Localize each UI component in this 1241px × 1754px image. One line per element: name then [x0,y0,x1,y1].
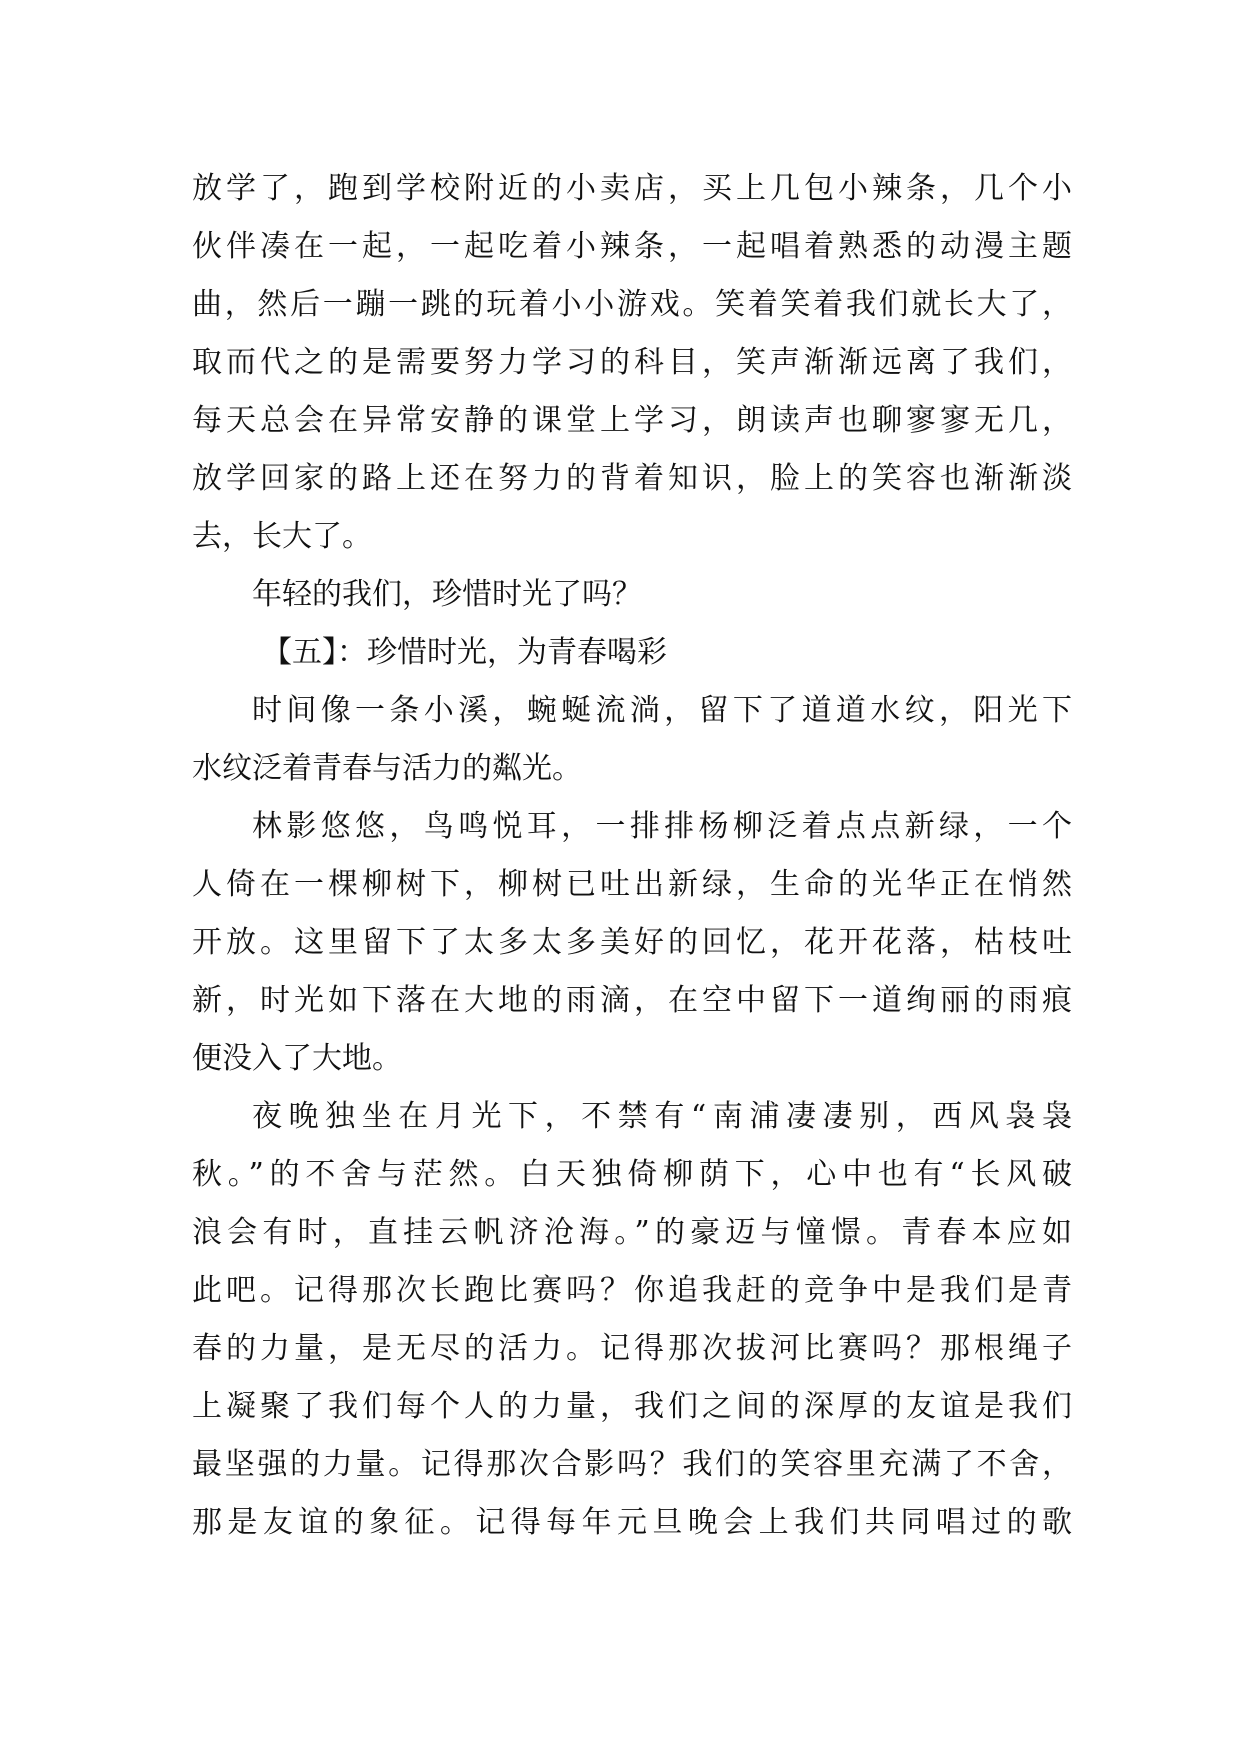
paragraph-line: 新，时光如下落在大地的雨滴，在空中留下一道绚丽的雨痕 [192,983,1072,1018]
paragraph-line: 人倚在一棵柳树下，柳树已吐出新绿，生命的光华正在悄然 [192,867,1072,902]
paragraph-line: 上凝聚了我们每个人的力量，我们之间的深厚的友谊是我们 [192,1389,1072,1424]
document-body [192,160,1072,1552]
paragraph-line: 年轻的我们，珍惜时光了吗？ [252,577,642,612]
paragraph-line: 便没入了大地。 [192,1041,402,1076]
paragraph-line: 秋。”的不舍与茫然。白天独倚柳荫下，心中也有“长风破 [192,1157,1072,1192]
paragraph-line: 去，长大了。 [192,519,372,554]
paragraph-line: 放学了，跑到学校附近的小卖店，买上几包小辣条，几个小 [192,171,1072,206]
paragraph-line: 此吧。记得那次长跑比赛吗？你追我赶的竞争中是我们是青 [192,1273,1072,1308]
paragraph-line: 开放。这里留下了太多太多美好的回忆，花开花落，枯枝吐 [192,925,1072,960]
paragraph-line: 春的力量，是无尽的活力。记得那次拔河比赛吗？那根绳子 [192,1331,1072,1366]
paragraph-line: 最坚强的力量。记得那次合影吗？我们的笑容里充满了不舍， [192,1447,1072,1482]
paragraph-line: 林影悠悠，鸟鸣悦耳，一排排杨柳泛着点点新绿，一个 [252,809,1072,844]
paragraph-line: 浪会有时，直挂云帆济沧海。”的豪迈与憧憬。青春本应如 [192,1215,1072,1250]
paragraph-line: 放学回家的路上还在努力的背着知识，脸上的笑容也渐渐淡 [192,461,1072,496]
paragraph-line: 曲，然后一蹦一跳的玩着小小游戏。笑着笑着我们就长大了， [192,287,1072,322]
paragraph-line: 那是友谊的象征。记得每年元旦晚会上我们共同唱过的歌 [192,1505,1072,1540]
section-heading: 【五】：珍惜时光，为青春喝彩 [262,635,667,670]
paragraph-line: 水纹泛着青春与活力的粼光。 [192,751,582,786]
paragraph-line: 伙伴凑在一起，一起吃着小辣条，一起唱着熟悉的动漫主题 [192,229,1072,264]
paragraph-line: 时间像一条小溪，蜿蜒流淌，留下了道道水纹，阳光下 [252,693,1072,728]
paragraph-line: 夜晚独坐在月光下，不禁有“南浦凄凄别，西风袅袅 [252,1099,1072,1134]
paragraph-line: 每天总会在异常安静的课堂上学习，朗读声也聊寥寥无几， [192,403,1072,438]
paragraph-line: 取而代之的是需要努力学习的科目，笑声渐渐远离了我们， [192,345,1072,380]
